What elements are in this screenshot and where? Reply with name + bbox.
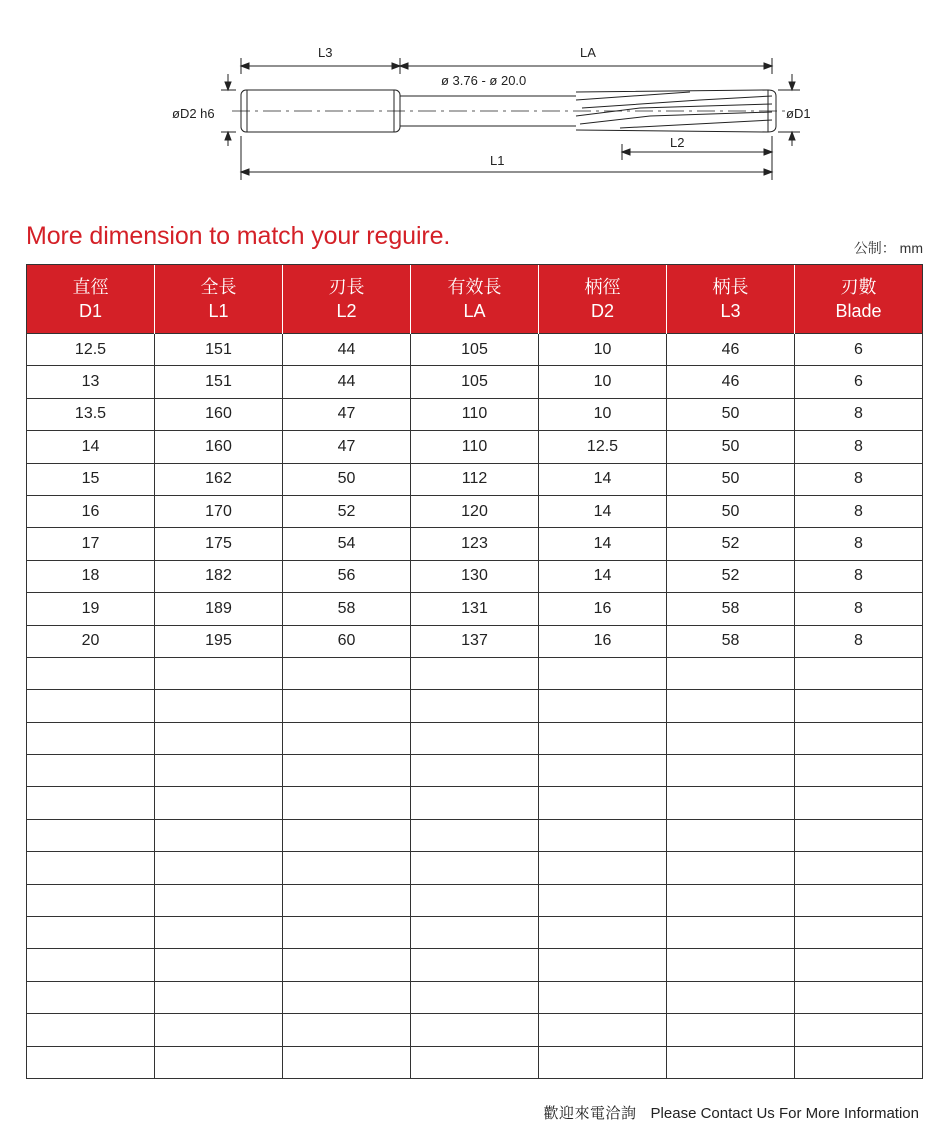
table-cell: 105	[411, 334, 539, 366]
table-cell: 120	[411, 495, 539, 527]
table-row-empty	[27, 949, 923, 981]
table-cell-empty	[27, 1046, 155, 1078]
table-cell-empty	[667, 917, 795, 949]
contact-footer	[544, 1102, 919, 1123]
table-cell: 60	[283, 625, 411, 657]
label-la: LA	[580, 45, 596, 60]
table-cell: 8	[795, 593, 923, 625]
table-cell: 52	[667, 560, 795, 592]
table-cell-empty	[795, 884, 923, 916]
table-cell: 50	[667, 398, 795, 430]
table-cell: 10	[539, 398, 667, 430]
table-cell-empty	[539, 657, 667, 689]
table-cell-empty	[411, 1046, 539, 1078]
table-cell-empty	[667, 852, 795, 884]
label-shank-diameter: øD2 h6	[172, 106, 215, 121]
table-cell: 20	[27, 625, 155, 657]
table-cell-empty	[667, 690, 795, 722]
table-cell: 8	[795, 431, 923, 463]
table-cell-empty	[411, 690, 539, 722]
table-row	[27, 334, 923, 366]
table-cell-empty	[27, 755, 155, 787]
table-cell: 162	[155, 463, 283, 495]
table-cell-empty	[283, 981, 411, 1013]
table-cell: 14	[539, 495, 667, 527]
table-cell-empty	[283, 852, 411, 884]
table-cell: 112	[411, 463, 539, 495]
table-cell-empty	[27, 884, 155, 916]
table-row	[27, 625, 923, 657]
table-cell-empty	[155, 819, 283, 851]
table-cell-empty	[539, 917, 667, 949]
table-cell: 46	[667, 366, 795, 398]
header-blade: 刃數 Blade	[795, 265, 923, 334]
specification-table	[26, 264, 923, 1079]
table-row	[27, 528, 923, 560]
table-cell: 15	[27, 463, 155, 495]
table-cell: 17	[27, 528, 155, 560]
table-cell-empty	[411, 949, 539, 981]
table-cell: 189	[155, 593, 283, 625]
table-cell-empty	[667, 722, 795, 754]
table-cell: 56	[283, 560, 411, 592]
table-cell: 170	[155, 495, 283, 527]
table-row	[27, 366, 923, 398]
table-cell-empty	[667, 787, 795, 819]
table-cell-empty	[155, 787, 283, 819]
table-header-row	[27, 265, 923, 334]
table-cell-empty	[283, 917, 411, 949]
table-cell-empty	[283, 755, 411, 787]
table-cell-empty	[283, 787, 411, 819]
table-cell: 54	[283, 528, 411, 560]
table-cell-empty	[27, 690, 155, 722]
table-cell-empty	[411, 819, 539, 851]
table-cell-empty	[667, 657, 795, 689]
table-cell-empty	[27, 981, 155, 1013]
table-cell: 10	[539, 366, 667, 398]
table-cell: 182	[155, 560, 283, 592]
table-cell: 52	[283, 495, 411, 527]
table-cell-empty	[27, 1014, 155, 1046]
table-cell-empty	[667, 1014, 795, 1046]
table-cell-empty	[283, 949, 411, 981]
table-row-empty	[27, 917, 923, 949]
table-cell-empty	[539, 819, 667, 851]
table-cell: 58	[283, 593, 411, 625]
table-cell: 130	[411, 560, 539, 592]
table-row	[27, 593, 923, 625]
table-cell-empty	[27, 949, 155, 981]
label-l2: L2	[670, 135, 685, 150]
table-cell: 12.5	[27, 334, 155, 366]
table-cell: 8	[795, 625, 923, 657]
table-row-empty	[27, 819, 923, 851]
table-cell-empty	[283, 722, 411, 754]
contact-en: Please Contact Us For More Information	[650, 1105, 919, 1122]
table-row	[27, 463, 923, 495]
table-cell-empty	[795, 755, 923, 787]
table-cell: 16	[539, 593, 667, 625]
table-cell-empty	[411, 657, 539, 689]
table-cell-empty	[155, 1046, 283, 1078]
table-cell-empty	[539, 884, 667, 916]
table-cell: 50	[667, 495, 795, 527]
table-cell-empty	[667, 884, 795, 916]
header-l2: 刃長 L2	[283, 265, 411, 334]
label-cut-diameter: øD1	[786, 106, 811, 121]
table-cell: 110	[411, 431, 539, 463]
table-cell-empty	[411, 981, 539, 1013]
table-cell-empty	[539, 755, 667, 787]
table-cell-empty	[795, 657, 923, 689]
table-row-empty	[27, 722, 923, 754]
table-cell: 160	[155, 398, 283, 430]
table-cell-empty	[539, 949, 667, 981]
table-row-empty	[27, 884, 923, 916]
table-cell: 44	[283, 366, 411, 398]
reamer-dimension-drawing	[0, 0, 951, 200]
header-l3: 柄長 L3	[667, 265, 795, 334]
unit-label: 公制： mm	[853, 240, 923, 256]
table-cell: 14	[539, 560, 667, 592]
table-cell: 14	[539, 463, 667, 495]
table-cell-empty	[155, 884, 283, 916]
table-cell: 8	[795, 463, 923, 495]
table-cell-empty	[411, 722, 539, 754]
table-cell-empty	[539, 787, 667, 819]
table-row-empty	[27, 657, 923, 689]
table-cell-empty	[283, 657, 411, 689]
table-cell-empty	[667, 949, 795, 981]
table-cell-empty	[539, 852, 667, 884]
contact-zh: 歡迎來電洽詢	[543, 1105, 637, 1122]
table-cell-empty	[283, 690, 411, 722]
table-cell: 175	[155, 528, 283, 560]
table-row-empty	[27, 690, 923, 722]
table-cell: 44	[283, 334, 411, 366]
table-cell-empty	[155, 722, 283, 754]
table-cell: 160	[155, 431, 283, 463]
table-cell: 50	[283, 463, 411, 495]
table-row-empty	[27, 852, 923, 884]
table-cell-empty	[155, 852, 283, 884]
table-cell-empty	[795, 949, 923, 981]
table-cell-empty	[667, 755, 795, 787]
table-cell-empty	[411, 755, 539, 787]
table-row-empty	[27, 1046, 923, 1078]
table-cell-empty	[27, 722, 155, 754]
headline: More dimension to match your reguire.	[26, 222, 451, 250]
table-cell: 19	[27, 593, 155, 625]
table-cell: 8	[795, 398, 923, 430]
table-cell-empty	[283, 884, 411, 916]
table-cell: 105	[411, 366, 539, 398]
table-row-empty	[27, 1014, 923, 1046]
table-cell: 195	[155, 625, 283, 657]
table-cell-empty	[795, 917, 923, 949]
table-cell: 123	[411, 528, 539, 560]
table-cell-empty	[539, 1014, 667, 1046]
table-cell: 18	[27, 560, 155, 592]
table-cell: 151	[155, 334, 283, 366]
table-cell: 137	[411, 625, 539, 657]
table-cell-empty	[795, 1046, 923, 1078]
table-row	[27, 398, 923, 430]
table-cell: 47	[283, 398, 411, 430]
table-cell-empty	[411, 917, 539, 949]
table-cell-empty	[667, 981, 795, 1013]
table-cell: 47	[283, 431, 411, 463]
table-cell-empty	[283, 1046, 411, 1078]
table-cell: 6	[795, 334, 923, 366]
table-cell-empty	[795, 787, 923, 819]
table-cell: 10	[539, 334, 667, 366]
table-cell: 14	[539, 528, 667, 560]
table-cell-empty	[27, 657, 155, 689]
table-cell-empty	[411, 1014, 539, 1046]
label-diameter-range: ø 3.76 - ø 20.0	[441, 73, 527, 88]
table-cell: 6	[795, 366, 923, 398]
table-cell-empty	[155, 657, 283, 689]
table-cell-empty	[539, 1046, 667, 1078]
table-cell-empty	[283, 1014, 411, 1046]
table-cell: 13	[27, 366, 155, 398]
table-cell-empty	[411, 852, 539, 884]
table-cell-empty	[539, 981, 667, 1013]
header-d1: 直徑 D1	[27, 265, 155, 334]
table-cell: 50	[667, 431, 795, 463]
header-la: 有效長 LA	[411, 265, 539, 334]
table-cell: 151	[155, 366, 283, 398]
header-d2: 柄徑 D2	[539, 265, 667, 334]
table-cell: 46	[667, 334, 795, 366]
table-cell-empty	[795, 722, 923, 754]
table-row-empty	[27, 981, 923, 1013]
table-cell-empty	[667, 819, 795, 851]
table-cell: 58	[667, 593, 795, 625]
table-cell: 13.5	[27, 398, 155, 430]
table-cell-empty	[795, 852, 923, 884]
table-cell-empty	[27, 819, 155, 851]
label-l3: L3	[318, 45, 333, 60]
table-cell: 58	[667, 625, 795, 657]
table-row-empty	[27, 787, 923, 819]
table-cell-empty	[27, 852, 155, 884]
table-body	[27, 334, 923, 1079]
table-cell-empty	[795, 1014, 923, 1046]
table-cell-empty	[155, 949, 283, 981]
table-cell-empty	[155, 981, 283, 1013]
table-cell-empty	[795, 690, 923, 722]
table-cell-empty	[411, 787, 539, 819]
table-cell: 14	[27, 431, 155, 463]
table-cell: 110	[411, 398, 539, 430]
table-cell-empty	[155, 1014, 283, 1046]
table-row	[27, 431, 923, 463]
table-cell: 50	[667, 463, 795, 495]
label-l1: L1	[490, 153, 505, 168]
table-cell-empty	[155, 917, 283, 949]
table-row	[27, 495, 923, 527]
table-cell-empty	[155, 755, 283, 787]
table-row	[27, 560, 923, 592]
table-cell-empty	[283, 819, 411, 851]
table-cell-empty	[411, 884, 539, 916]
table-cell: 8	[795, 495, 923, 527]
table-cell-empty	[795, 819, 923, 851]
table-cell-empty	[795, 981, 923, 1013]
table-cell: 12.5	[539, 431, 667, 463]
table-cell-empty	[155, 690, 283, 722]
table-cell: 8	[795, 528, 923, 560]
table-cell: 16	[539, 625, 667, 657]
table-cell: 8	[795, 560, 923, 592]
header-l1: 全長 L1	[155, 265, 283, 334]
table-row-empty	[27, 755, 923, 787]
table-cell: 52	[667, 528, 795, 560]
table-cell-empty	[667, 1046, 795, 1078]
table-cell-empty	[27, 917, 155, 949]
table-cell: 131	[411, 593, 539, 625]
table-cell-empty	[539, 690, 667, 722]
table-cell: 16	[27, 495, 155, 527]
table-cell-empty	[539, 722, 667, 754]
table-cell-empty	[27, 787, 155, 819]
